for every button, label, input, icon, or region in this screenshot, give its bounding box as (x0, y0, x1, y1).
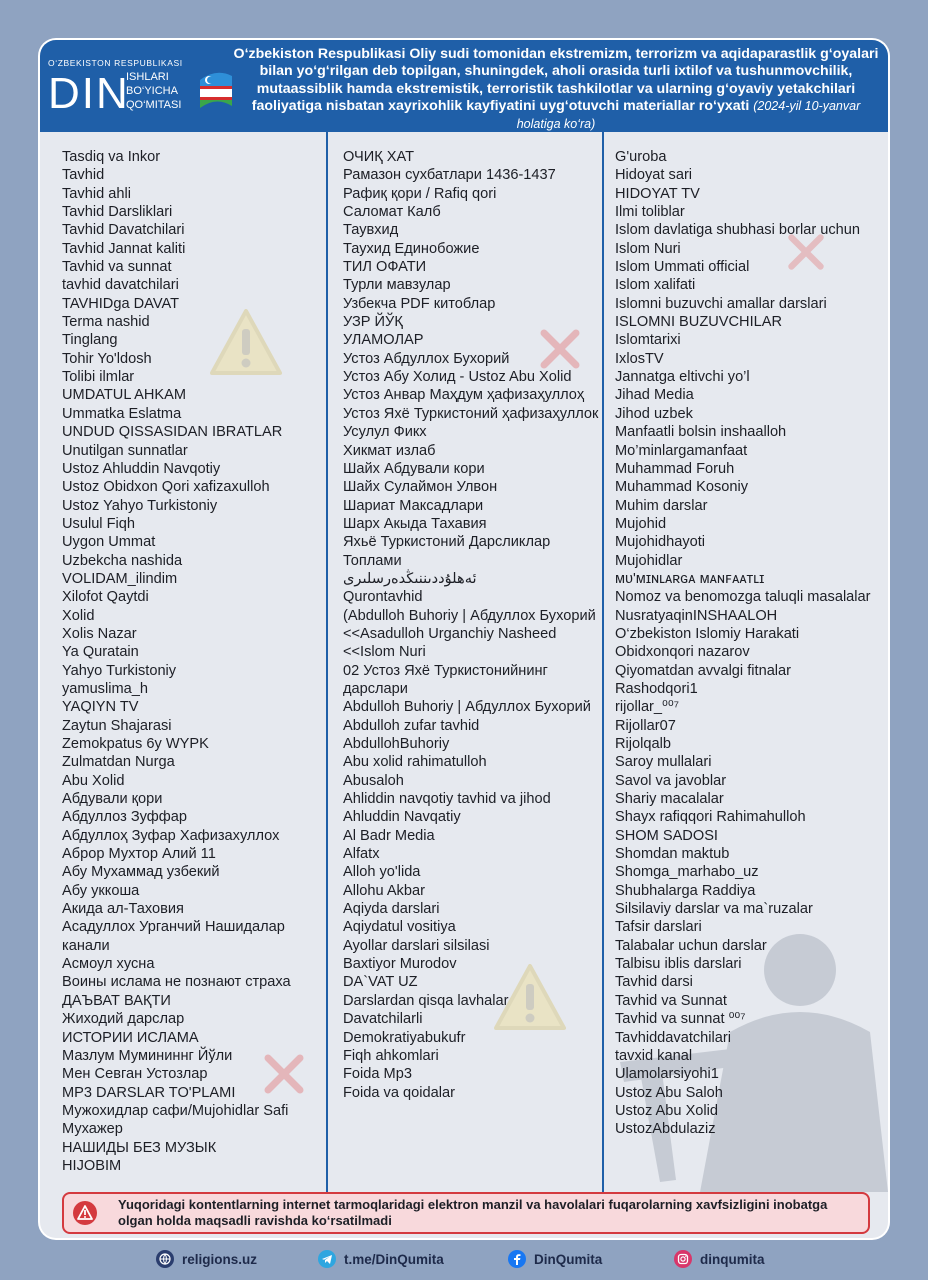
list-item: ИСТОРИИ ИСЛАМА (62, 1029, 199, 1046)
list-item: ДАЪВАТ ВАҚТИ (62, 992, 171, 1009)
list-item: Islom Ummati official (615, 259, 750, 276)
date-note: (2024-yil 10-yanvar holatiga ko‘ra) (516, 99, 861, 131)
list-item: Rijolqalb (615, 736, 671, 752)
list-item: Аброр Мухтор Алий 11 (62, 846, 216, 863)
list-item: Talbisu iblis darslari (615, 956, 742, 973)
social-web[interactable] (156, 1248, 257, 1270)
list-item: HIJOBIM (62, 1157, 122, 1174)
list-item: Мен Севган Устозлар (62, 1066, 208, 1083)
list-item: Darslardan qisqa lavhalar (343, 992, 509, 1009)
list-item: Устоз Абу Холид - Ustoz Abu Xolid (343, 369, 572, 386)
list-item: Tavhid Darsliklari (62, 204, 173, 221)
list-item: УЗР ЙЎҚ (343, 314, 403, 331)
list-item: Ummatka Eslatma (62, 405, 182, 422)
list-item: Tinglang (62, 332, 118, 349)
list-item: Zulmatdan Nurga (62, 754, 175, 771)
list-item: O‘zbekiston Islomiy Harakati (615, 625, 800, 642)
list-item: Устоз Анвар Маҳдум ҳафизаҳуллоҳ (343, 387, 585, 404)
list-item: tavhid davatchilari (62, 277, 179, 294)
list-item: Mo’minlargamanfaat (615, 442, 748, 459)
instagram-icon (674, 1250, 692, 1268)
list-item: Foida va qoidalar (343, 1084, 455, 1101)
list-item: Tavhid Davatchilari (62, 222, 185, 239)
list-item: Obidxonqori nazarov (615, 644, 750, 661)
list-item: Мазлум Мумининнг Йўли (62, 1047, 233, 1064)
list-item: G'uroba (615, 149, 667, 165)
list-item: Асадуллох Урганчий Нашидалар канали (62, 919, 285, 954)
list-item: Alloh yo'lida (343, 864, 421, 881)
header-banner (40, 40, 888, 132)
title-text: O‘zbekiston Respublikasi Oliy sudi tomonidan ekstremizm, terrorizm va aqidaparastlik g‘oyalari bilan yo‘g‘rilgan deb topilgan, shuningdek, aholi orasida turli ixtilof va tushunmovchilik, mutaassiblik hamda ekstremistik, terroristik tashkilotlar va ularning g‘oyaviy yetakchilari faoliyatiga nisbatan xayrixohlik kayfiyatini uyg‘otuvchi materiallar ro‘yxati (233, 46, 879, 115)
list-item: YAQIYN TV (62, 699, 139, 716)
list-item: Shomdan maktub (615, 846, 730, 863)
list-item: Tavhid Jannat kaliti (62, 240, 186, 257)
list-item: ТИЛ ОФАТИ (343, 259, 427, 276)
list-item: Nomoz va benomozga taluqli masalalar (615, 589, 871, 606)
list-item: SHOM SADOSI (615, 827, 718, 844)
facebook-icon (508, 1250, 526, 1268)
list-item: Яхьё Туркистоний Дарсликлар Топлами (343, 534, 551, 569)
uzbek-flag-icon (196, 66, 236, 112)
list-item: Tolibi ilmlar (62, 369, 135, 386)
list-item: Aqiyda darslari (343, 901, 440, 918)
list-item: AbdullohBuhoriy (343, 736, 450, 752)
list-item: Islom xalifati (615, 277, 696, 294)
list-item: Uygon Ummat (62, 534, 156, 551)
list-columns (40, 132, 888, 1184)
list-item: Таувхид (343, 222, 399, 239)
logo-sub-line: BO‘YICHA (126, 85, 178, 97)
list-column-2 (343, 148, 599, 1102)
list-item: Рамазон сухбатлари 1436-1437 (343, 167, 556, 184)
list-item: Zaytun Shajarasi (62, 717, 172, 734)
list-item: Турли мавзулар (343, 277, 451, 294)
list-item: Davatchilarli (343, 1011, 423, 1028)
committee-logo (48, 56, 238, 128)
list-item: yamuslima_h (62, 680, 148, 697)
list-column-1 (62, 148, 328, 1175)
list-item: Muhim darslar (615, 497, 708, 514)
list-item: Islomtarixi (615, 332, 681, 349)
list-item: Жиходий дарслар (62, 1011, 185, 1028)
list-item: Islom Nuri (615, 240, 681, 257)
list-item: DA`VAT UZ (343, 974, 418, 991)
list-item: 02 Устоз Яхё Туркистонийнинг дарслари (343, 662, 548, 697)
list-item: Воины ислама не познают страха (62, 974, 291, 991)
list-item: Xolis Nazar (62, 625, 137, 642)
list-item: Tavhid ahli (62, 185, 131, 202)
list-item: Shayx rafiqqori Rahimahulloh (615, 809, 806, 826)
list-item: Savol va javoblar (615, 772, 727, 789)
list-item: Rijollar07 (615, 717, 676, 734)
list-item: Mujohidhayoti (615, 534, 706, 551)
list-item: Шайх Сулаймон Улвон (343, 479, 498, 496)
poster-card (40, 40, 888, 1238)
list-item: Таухид Единобожие (343, 240, 480, 257)
list-item: Ustoz Obidxon Qori xafizaxulloh (62, 479, 270, 496)
list-item: Ahliddin navqotiy tavhid va jihod (343, 791, 551, 808)
list-item: Abu xolid rahimatulloh (343, 754, 487, 771)
list-item: Узбекча PDF китоблар (343, 295, 496, 312)
list-item: Usulul Fiqh (62, 515, 135, 532)
web-link[interactable]: religions.uz (182, 1251, 258, 1267)
list-item: Мухажер (62, 1121, 123, 1138)
list-item: Tavhid darsi (615, 974, 693, 991)
list-item: Jihad Media (615, 387, 694, 404)
list-item: Abusaloh (343, 772, 404, 789)
social-facebook[interactable] (508, 1248, 602, 1270)
list-column-3 (615, 148, 877, 1139)
list-item: TAVHIDga DAVAT (62, 295, 180, 312)
list-item: Ulamolarsiyohi1 (615, 1066, 719, 1083)
column-divider (602, 132, 604, 1192)
list-item: Абдували қори (62, 791, 163, 808)
list-item: Tohir Yo'ldosh (62, 350, 152, 367)
list-item: Islomni buzuvchi amallar darslari (615, 295, 827, 312)
list-item: Terma nashid (62, 314, 150, 331)
list-item: Ya Quratain (62, 644, 139, 661)
notice-box (62, 1192, 870, 1234)
list-item: Mujohidlar (615, 552, 683, 569)
list-item: MP3 DARSLAR TO'PLAMI (62, 1084, 236, 1101)
list-item: Aqiydatul vositiya (343, 919, 456, 936)
list-item: Unutilgan sunnatlar (62, 442, 188, 459)
facebook-link[interactable]: DinQumita (534, 1251, 603, 1267)
list-item: Tavhid va sunnat ⁰⁰⁷ (615, 1011, 746, 1028)
list-item: ISLOMNI BUZUVCHILAR (615, 314, 783, 331)
list-item: Рафиқ қори / Rafiq qori (343, 185, 497, 202)
list-item: Tavhid va sunnat (62, 259, 172, 276)
list-item: Shubhalarga Raddiya (615, 882, 756, 899)
list-item: VOLIDAM_ilindim (62, 570, 178, 587)
list-item: UMDATUL AHKAM (62, 387, 187, 404)
logo-top-text: O‘ZBEKISTON RESPUBLIKASI (48, 58, 183, 68)
list-item: Shariy macalalar (615, 791, 724, 808)
list-item: Саломат Калб (343, 204, 441, 221)
list-item: UstozAbdulaziz (615, 1121, 716, 1138)
telegram-link[interactable]: t.me/DinQumita (344, 1251, 444, 1267)
list-item: ᴍᴜ'ᴍɪɴʟᴀʀɢᴀ ᴍᴀɴꜰᴀᴀᴛʟɪ (615, 570, 765, 587)
logo-din-text: DIN (48, 69, 130, 118)
list-item: tavxid kanal (615, 1047, 693, 1064)
list-item: ئەھلۇددىننىڭدەرسلىرى (343, 570, 477, 587)
list-item: Хикмат излаб (343, 442, 436, 459)
list-item: Allohu Akbar (343, 882, 425, 899)
list-item: Qiyomatdan avvalgi fitnalar (615, 662, 792, 679)
list-item: Ahluddin Navqatiy (343, 809, 461, 826)
header-title (232, 46, 880, 133)
list-item: Islom davlatiga shubhasi borlar uchun (615, 222, 860, 239)
list-item: Xilofot Qaytdi (62, 589, 149, 606)
list-item: Alfatx (343, 846, 380, 863)
list-item: Foida Mp3 (343, 1066, 412, 1083)
list-item: НАШИДЫ БЕЗ МУЗЫК (62, 1139, 217, 1156)
list-item: Shomga_marhabo_uz (615, 864, 759, 881)
list-item: Manfaatli bolsin inshaalloh (615, 424, 787, 441)
list-item: Ustoz Abu Xolid (615, 1102, 719, 1119)
list-item: IxlosTV (615, 350, 664, 367)
list-item: Yahyo Turkistoniy (62, 662, 177, 679)
telegram-icon (318, 1250, 336, 1268)
list-item: Абу уккоша (62, 882, 140, 899)
list-item: Talabalar uchun darslar (615, 937, 767, 954)
list-item: Fiqh ahkomlari (343, 1047, 439, 1064)
list-item: rijollar_⁰⁰⁷ (615, 699, 680, 716)
list-item: NusratyaqinINSHAALOH (615, 607, 778, 624)
list-item: Al Badr Media (343, 827, 435, 844)
list-item: <<Asadulloh Urganchiy Nasheed (343, 625, 557, 642)
list-item: Baxtiyor Murodov (343, 956, 457, 973)
list-item: UNDUD QISSASIDAN IBRATLAR (62, 424, 283, 441)
list-item: Saroy mullalari (615, 754, 712, 771)
list-item: (Abdulloh Buhoriy | Абдуллох Бухорий (343, 607, 596, 624)
list-item: Rashodqori1 (615, 680, 698, 697)
list-item: Abdulloh Buhoriy | Абдуллох Бухорий (343, 699, 591, 716)
warning-icon (72, 1200, 98, 1226)
list-item: Tavhiddavatchilari (615, 1029, 732, 1046)
logo-subtitle (126, 70, 181, 112)
list-item: Ustoz Ahluddin Navqotiy (62, 460, 221, 477)
list-item: ОЧИҚ ХАТ (343, 149, 415, 165)
list-item: Muhammad Kosoniy (615, 479, 749, 496)
list-item: Мужохидлар сафи/Mujohidlar Safi (62, 1102, 289, 1119)
list-item: УЛАМОЛАР (343, 332, 424, 349)
list-item: Абдуллоҳ Зуфар Хафизахуллох (62, 827, 280, 844)
list-item: Tavhid va Sunnat (615, 992, 727, 1009)
list-item: Jihod uzbek (615, 405, 693, 422)
instagram-link[interactable]: dinqumita (700, 1251, 765, 1267)
list-item: Silsilaviy darslar va ma`ruzalar (615, 901, 813, 918)
list-item: Абдуллоз Зуффар (62, 809, 188, 826)
list-item: <<Islom Nuri (343, 644, 426, 661)
list-item: Асмоул хусна (62, 956, 155, 973)
list-item: Qurontavhid (343, 589, 423, 606)
list-item: Uzbekcha nashida (62, 552, 183, 569)
list-item: Abu Xolid (62, 772, 125, 789)
social-telegram[interactable] (318, 1248, 444, 1270)
list-item: Ayollar darslari silsilasi (343, 937, 490, 954)
list-item: Abdulloh zufar tavhid (343, 717, 480, 734)
social-instagram[interactable] (674, 1248, 765, 1270)
notice-text: Yuqoridagi kontentlarning internet tarmoqlaridagi elektron manzil va havolalari fuqarolarning xavfsizligini inobatga olgan holda maqsadli ravishda ko‘rsatilmadi (118, 1197, 828, 1228)
list-item: Ilmi toliblar (615, 204, 685, 221)
list-item: Ustoz Abu Saloh (615, 1084, 723, 1101)
list-item: Устоз Абдуллох Бухорий (343, 350, 510, 367)
list-item: Шарх Акыда Тахавия (343, 515, 487, 532)
list-item: Hidoyat sari (615, 167, 693, 184)
logo-sub-line: QO‘MITASI (126, 99, 182, 111)
list-item: Устоз Яхё Туркистоний ҳафизаҳуллок (343, 405, 599, 422)
globe-icon (156, 1250, 174, 1268)
list-item: Tafsir darslari (615, 919, 702, 936)
list-item: Xolid (62, 607, 95, 624)
list-item: Tasdiq va Inkor (62, 149, 161, 165)
list-item: Demokratiyabukufr (343, 1029, 466, 1046)
list-item: Zemokpatus 6y WYPK (62, 736, 209, 752)
logo-sub-line: ISHLARI (126, 71, 169, 83)
list-item: Tavhid (62, 167, 105, 184)
list-item: Абу Мухаммад узбекий (62, 864, 220, 881)
list-item: Шайх Абдували кори (343, 460, 485, 477)
list-item: Акида ал-Таховия (62, 901, 184, 918)
list-item: Muhammad Foruh (615, 460, 735, 477)
list-item: Шариат Максадлари (343, 497, 484, 514)
list-item: Ustoz Yahyo Turkistoniy (62, 497, 218, 514)
list-item: HIDOYAT TV (615, 185, 700, 202)
list-item: Mujohid (615, 515, 667, 532)
list-item: Усулул Фикх (343, 424, 427, 441)
list-item: Jannatga eltivchi yo’l (615, 369, 750, 386)
